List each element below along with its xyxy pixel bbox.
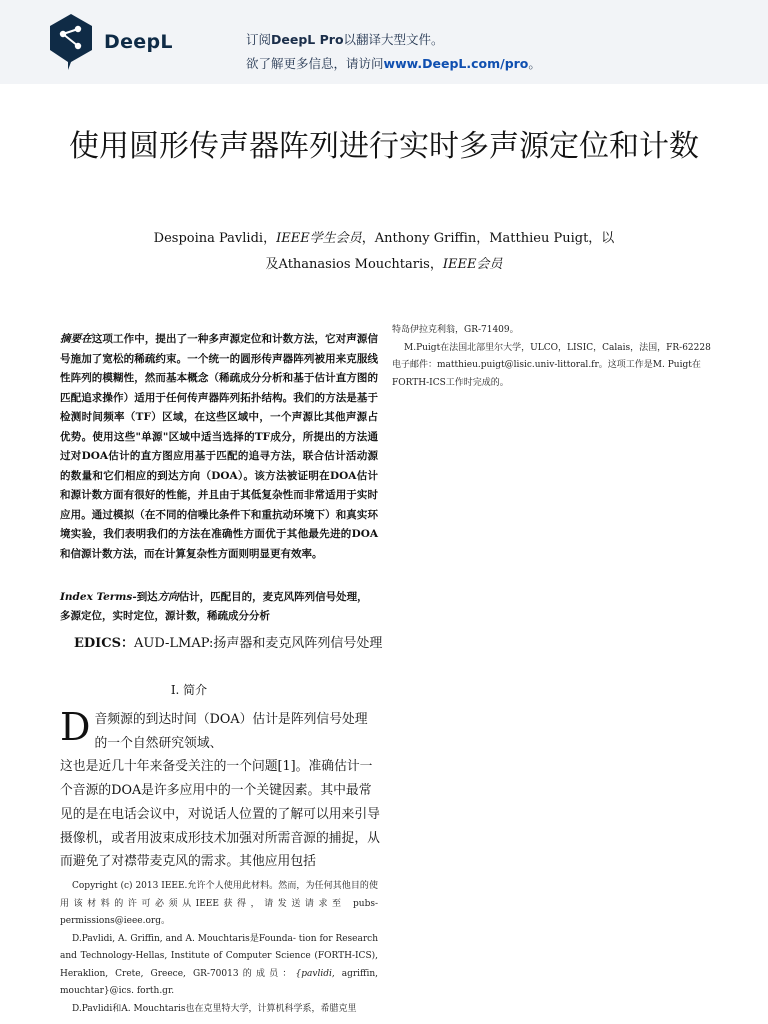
section-heading-intro: I. 简介	[170, 683, 208, 697]
deepl-banner	[0, 0, 768, 84]
footnote-affiliation: D.Pavlidi, A. Griffin, and A. Mouchtaris是Founda- tion for Research and Technology-Hellas, Institute of Computer Science (FORTH-ICS), Heraklion, Crete, Greece, GR-70013的成员：{pavlidi, agriffin, mouchtar}@ics. forth.gr.	[60, 933, 378, 996]
abstract-lead: 摘要在	[60, 333, 92, 345]
footnote-continuation: 特岛伊拉克利翁，GR-71409。	[392, 325, 519, 335]
author-list: Despoina Pavlidi，IEEE学生会员，Anthony Griffin，Matthieu Puigt，以 及Athanasios Mouchtaris，IEEE会员	[153, 231, 615, 272]
abstract-text: 这项工作中，提出了一种多声源定位和计数方法，它对声源信号施加了宽松的稀疏约束。一个统一的圆形传声器阵列被用来克服线性阵列的模糊性，然而基本概念（稀疏成分分析和基于估计直方图的匹配追求操作）适用于任何传声器阵列拓扑结构。我们的方法是基于检测时间频率（TF）区域，在这些区域中，一个声源比其他声源占优势。使用这些"单源"区域中适当选择的TF成分，所提出的方法通过对DOA估计的直方图应用基于匹配的追寻方法，联合估计活动源的数量和它们相应的到达方向（DOA）。该方法被证明在DOA估计和源计数方面有很好的性能，并且由于其低复杂性而非常适用于实时应用。通过模拟（在不同的信噪比条件下和重抗动环境下）和真实环境实验，我们表明我们的方法在准确性方面优于其他最先进的DOA和信源计数方法，而在计算复杂性方面则明显更有效率。	[60, 333, 379, 560]
promo-text	[246, 28, 541, 76]
footnote-affiliation-2: D.Pavlidi和A. Mouchtaris也在克里特大学，计算机科学系，希腊克里	[72, 1003, 357, 1014]
footnote-puigt: M.Puigt在法国北部里尔大学，ULCO，LISIC，Calais，法国，FR-62228电子邮件：matthieu.puigt@lisic.univ-littoral.fr。这项工作是M. Puigt在FORTH-ICS工作时完成的。	[392, 342, 711, 388]
promo-line-2: 欲了解更多信息，请访问www.DeepL.com/pro。	[246, 56, 541, 71]
promo-line-1: 订阅DeepL Pro以翻译大型文件。	[246, 32, 444, 47]
deepl-logo-icon	[46, 12, 96, 72]
footnote-copyright: Copyright (c) 2013 IEEE.允许个人使用此材料。然而，为任何其他目的使用该材料的许可必须从IEEE获得，请发送请求至 pubs-permissions@ieee.org。	[60, 881, 378, 926]
intro-paragraph: D音频源的到达时间（DOA）估计是阵列信号处理的一个自然研究领域、 这也是近几十年来备受关注的一个问题[1]。准确估计一个音源的DOA是许多应用中的一个关键因素。其中最常见的是在电话会议中，对说话人位置的了解可以用来引导摄像机，或者用波束成形技术加强对所需音源的捕捉，从而避免了对襟带麦克风的需求。其他应用包括	[60, 705, 380, 870]
deepl-logo[interactable]	[46, 12, 173, 72]
paper-title: 使用圆形传声器阵列进行实时多声源定位和计数	[69, 129, 699, 164]
deepl-pro-link[interactable]: www.DeepL.com/pro	[383, 56, 529, 71]
footnotes-left	[60, 878, 378, 1018]
abstract	[60, 330, 378, 564]
footnotes-right	[392, 322, 716, 392]
deepl-brand-name: DeepL	[104, 31, 173, 53]
drop-cap: D	[60, 705, 91, 749]
index-terms: Index Terms-到达方向估计，匹配目的，麦克风阵列信号处理，多源定位，实时定位，源计数，稀疏成分分析	[60, 591, 368, 622]
edics-line: EDICS：AUD-LMAP:扬声器和麦克风阵列信号处理	[74, 636, 383, 651]
